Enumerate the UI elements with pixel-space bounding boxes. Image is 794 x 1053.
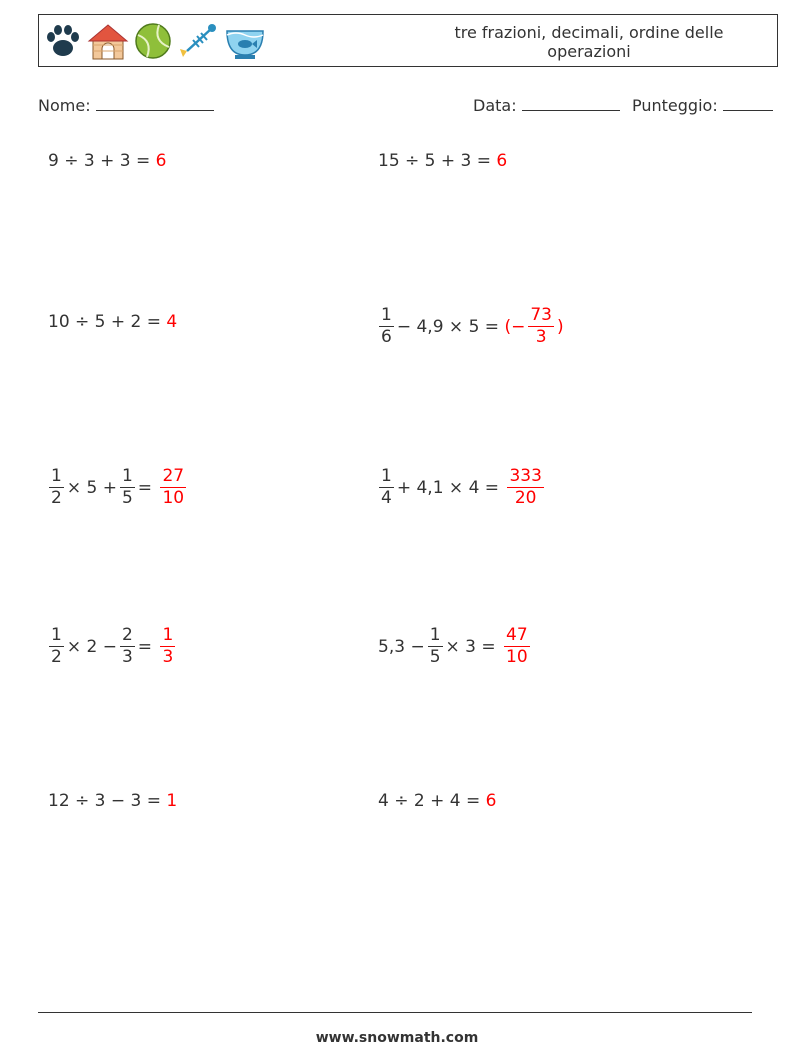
problem-expression: × 5 + [66,477,117,498]
denominator: 5 [121,488,133,508]
paw-icon [43,21,83,61]
problem-expression: 4 ÷ 2 + 4 = [378,791,481,811]
denominator: 2 [51,488,62,508]
denominator: 3 [121,647,133,667]
fraction [428,626,443,667]
answer-open: (− [504,316,526,337]
score-field [632,94,773,115]
denominator: 3 [162,647,174,667]
problem-answer: 6 [155,151,167,171]
problem-expression: 15 ÷ 5 + 3 = [378,151,492,171]
problem-expression: − 4,9 × 5 = [396,316,500,337]
answer-fraction [160,626,175,667]
denominator: 6 [381,327,392,347]
numerator: 1 [51,466,62,486]
footer-url: www.snowmath.com [315,1030,479,1046]
problem-expression: × 2 − [66,636,117,657]
date-field [473,94,620,115]
fish-bowl-icon [223,21,267,61]
problem-answer: 4 [166,312,178,332]
denominator: 10 [162,488,185,508]
tennis-ball-icon [133,21,173,61]
denominator: 3 [535,327,547,347]
numerator: 73 [530,305,552,325]
denominator: 10 [506,647,528,667]
date-label: Data: [473,96,517,115]
problem-9 [48,791,177,811]
fish-bone-icon [177,21,219,61]
denominator: 20 [514,488,537,508]
fraction [120,467,135,508]
answer-fraction [160,467,186,508]
date-blank [522,94,620,111]
answer-fraction [504,626,530,667]
numerator: 1 [381,305,392,325]
doghouse-icon [87,21,129,61]
numerator: 1 [429,625,441,645]
equals-sign: = [137,636,153,657]
fraction [49,626,64,667]
denominator: 4 [381,488,392,508]
problem-answer: 6 [485,791,497,811]
numerator: 1 [51,625,62,645]
numerator: 1 [381,466,392,486]
numerator: 47 [506,625,528,645]
score-blank [723,94,773,111]
problem-4 [376,306,564,347]
problem-5 [46,467,189,508]
score-label: Punteggio: [632,96,718,115]
answer-fraction [528,306,554,347]
equals-sign: = [137,477,153,498]
numerator: 333 [509,466,542,486]
answer-close: ) [556,316,564,337]
problem-expression: × 3 = [445,636,496,657]
fraction [49,467,64,508]
footer-divider [38,1012,752,1013]
answer-fraction [507,467,543,508]
problem-expression: 5,3 − [378,636,425,657]
problem-answer: 6 [496,151,508,171]
problem-8 [378,626,533,667]
problem-expression: 10 ÷ 5 + 2 = [48,312,162,332]
fraction [120,626,135,667]
worksheet-header [38,14,778,67]
denominator: 5 [429,647,441,667]
name-blank [96,94,214,111]
problem-expression: + 4,1 × 4 = [396,477,500,498]
worksheet-title: tre frazioni, decimali, ordine delle operazioni [454,23,724,61]
problem-6 [376,467,547,508]
problem-7 [46,626,178,667]
problem-answer: 1 [166,791,178,811]
numerator: 1 [162,625,174,645]
name-label: Nome: [38,96,91,115]
problem-expression: 9 ÷ 3 + 3 = [48,151,151,171]
fraction [379,306,394,347]
numerator: 2 [121,625,133,645]
problem-1 [48,151,166,171]
problem-10 [378,791,496,811]
header-icons [43,20,267,62]
numerator: 1 [121,466,133,486]
problem-expression: 12 ÷ 3 − 3 = [48,791,162,811]
numerator: 27 [162,466,185,486]
fraction [379,467,394,508]
problem-2 [378,151,507,171]
problem-3 [48,312,177,332]
denominator: 2 [51,647,62,667]
name-field [38,94,214,115]
